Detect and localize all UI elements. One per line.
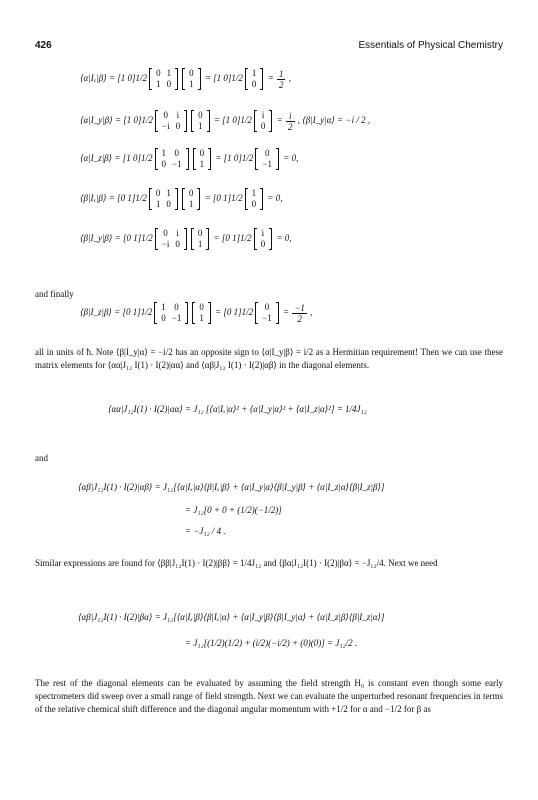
equals-sign: = xyxy=(274,115,285,126)
denominator: 2 xyxy=(288,121,293,132)
matrix-entry: 0 xyxy=(197,228,203,238)
matrix-entry: 0 xyxy=(166,79,172,89)
result-vector xyxy=(255,148,279,170)
equation-middle: = [1 0]1/2 xyxy=(202,73,243,84)
paragraph-hermitian: all in units of ħ. Note ⟨β|I_y|α⟩ = −i/2 has an opposite sign to ⟨α|I_y|β⟩ = i/2 as a Hermitian requirement! Then we can use these matrix elements for ⟨αα|J₁₂ I(1) · I(2)|αα⟩ and ⟨αβ|J₁₂ I(1) · I(2)|αβ⟩ in the diagonal elements. xyxy=(35,347,503,370)
equation-lhs: ⟨α|Iₓ|β⟩ = [1 0]1/2 xyxy=(80,73,148,84)
equation-ab-line1: ⟨αβ|J₁₂I(1) · I(2)|αβ⟩ = J₁₂[⟨α|Iₓ|α⟩⟨β|Iₓ|β⟩ + ⟨α|I_y|α⟩⟨β|I_y|β⟩ + ⟨α|I_z|α⟩⟨β|I_z|β⟩] xyxy=(78,482,385,492)
matrix-entry: 0 xyxy=(260,121,266,131)
matrix-equation-row xyxy=(80,302,312,324)
matrix-entry: 1 xyxy=(188,199,194,209)
matrix-entry: 0 xyxy=(260,239,266,249)
matrix-entry: 0 xyxy=(156,68,161,78)
matrix-entry: 0 xyxy=(251,199,257,209)
operator-matrix xyxy=(149,188,178,210)
ket-vector xyxy=(182,68,201,90)
matrix-entry: i xyxy=(261,110,265,120)
page-number: 426 xyxy=(35,40,52,51)
matrix-equation-row xyxy=(80,110,370,132)
equation-ba-line2: = J₁₂[(1/2)(1/2) + (i/2)(−i/2) + (0)(0)] = J₁₂/2 . xyxy=(185,638,358,648)
equation-tail: = 0, xyxy=(274,233,292,244)
numerator: 1 xyxy=(278,68,284,79)
paragraph-similar: Similar expressions are found for ⟨ββ|J₁₂I(1) · I(2)|ββ⟩ = 1/4J₁₂ and ⟨βα|J₁₂I(1) · I(2)|βα⟩ = −J₁₂/4. Next we need xyxy=(35,558,438,568)
matrix-entry: 1 xyxy=(199,313,204,323)
matrix-entry: 1 xyxy=(156,79,161,89)
matrix-entry: 1 xyxy=(166,68,172,78)
and-text: and xyxy=(35,453,48,463)
running-title: Essentials of Physical Chemistry xyxy=(358,40,503,51)
equation-tail: , xyxy=(307,307,313,318)
matrix-entry: 1 xyxy=(251,68,257,78)
matrix-entry: −1 xyxy=(262,313,272,323)
matrix-entry: 0 xyxy=(175,239,180,249)
ket-vector xyxy=(191,110,210,132)
result-vector xyxy=(254,228,273,250)
fraction xyxy=(277,69,286,90)
numerator: i xyxy=(286,111,295,122)
matrix-equation-row xyxy=(80,148,298,170)
equation-ba-line1: ⟨αβ|J₁₂I(1) · I(2)|βα⟩ = J₁₂[⟨α|Iₓ|β⟩⟨β|Iₓ|α⟩ + ⟨α|I_y|β⟩⟨β|I_y|α⟩ + ⟨α|I_z|β⟩⟨β|I_z|α⟩] xyxy=(78,612,385,622)
equation-ab-line3: = −J₁₂ / 4 . xyxy=(185,526,226,536)
matrix-entry: i xyxy=(261,228,265,238)
matrix-equation-row xyxy=(80,228,292,250)
equation-middle: = [1 0]1/2 xyxy=(211,115,252,126)
matrix-entry: 0 xyxy=(198,110,203,120)
matrix-entry: −1 xyxy=(262,159,273,169)
result-vector xyxy=(245,68,264,90)
matrix-entry: 1 xyxy=(189,79,194,89)
equation-tail: = 0, xyxy=(265,193,283,204)
matrix-entry: 0 xyxy=(175,121,181,131)
ket-vector xyxy=(193,148,212,170)
matrix-entry: 1 xyxy=(155,199,161,209)
matrix-entry: 0 xyxy=(199,302,204,312)
matrix-entry: 1 xyxy=(166,188,171,198)
equation-lhs: ⟨α|I_y|β⟩ = [1 0]1/2 xyxy=(80,115,153,126)
operator-matrix xyxy=(155,148,189,170)
result-vector xyxy=(254,110,273,132)
matrix-entry: 0 xyxy=(264,302,270,312)
matrix-entry: i xyxy=(176,228,179,238)
equation-tail: = 0, xyxy=(281,153,299,164)
matrix-entry: 1 xyxy=(161,302,166,312)
matrix-entry: i xyxy=(176,110,180,120)
and-finally-text: and finally xyxy=(35,289,74,299)
equation-middle: = [1 0]1/2 xyxy=(213,153,254,164)
matrix-entry: 0 xyxy=(174,302,179,312)
equation-alpha-alpha: ⟨αα|J₁₂I(1) · I(2)|αα⟩ = J₁₂ [⟨α|Iₓ|α⟩² + ⟨α|I_y|α⟩² + ⟨α|I_z|α⟩²] = 1/4J₁₂ xyxy=(108,404,367,414)
equation-ab-line2: = J₁₂[0 + 0 + (1/2)(−1/2)] xyxy=(185,505,282,515)
matrix-entry: 1 xyxy=(161,148,167,158)
matrix-entry: 1 xyxy=(197,239,203,249)
matrix-entry: 0 xyxy=(264,148,270,158)
equation-middle: = [0 1]1/2 xyxy=(212,307,254,318)
matrix-entry: 0 xyxy=(189,68,194,78)
operator-matrix xyxy=(155,228,187,250)
matrix-entry: −i xyxy=(162,121,170,131)
matrix-entry: 0 xyxy=(166,199,171,209)
denominator: 2 xyxy=(278,79,284,90)
matrix-entry: 0 xyxy=(163,228,168,238)
matrix-entry: 0 xyxy=(199,148,205,158)
equation-lhs: ⟨β|Iₓ|β⟩ = [0 1]1/2 xyxy=(80,193,147,204)
matrix-entry: −i xyxy=(161,239,170,249)
fraction xyxy=(292,303,307,324)
equation-tail: , ⟨β|I_y|α⟩ = −i / 2 , xyxy=(295,115,371,126)
paragraph-diagonal: The rest of the diagonal elements can be evaluated by assuming the field strength H₀ is constant even though some early spectrometers did sweep over a small range of field strength. Next we can evaluate the unperturbed resonant frequencies in terms of the relative chemical shift difference and the diagonal angular momentum with +1/2 for α and −1/2 for β as xyxy=(35,678,503,714)
matrix-entry: 0 xyxy=(188,188,194,198)
ket-vector xyxy=(192,302,211,324)
equals-sign: = xyxy=(280,307,292,318)
equation-tail: , xyxy=(286,73,291,84)
result-vector xyxy=(255,302,279,324)
matrix-entry: 0 xyxy=(155,188,161,198)
fraction xyxy=(286,111,295,132)
result-vector xyxy=(245,188,264,210)
equation-lhs: ⟨α|I_z|β⟩ = [1 0]1/2 xyxy=(80,153,153,164)
ket-vector xyxy=(191,228,210,250)
equation-middle: = [0 1]1/2 xyxy=(202,193,243,204)
operator-matrix xyxy=(149,68,178,90)
matrix-entry: 0 xyxy=(251,79,257,89)
matrix-entry: 0 xyxy=(161,313,166,323)
matrix-entry: 0 xyxy=(161,159,167,169)
matrix-entry: 0 xyxy=(174,148,180,158)
numerator: −1 xyxy=(294,302,305,313)
matrix-entry: 0 xyxy=(163,110,169,120)
equals-sign: = xyxy=(265,73,276,84)
matrix-entry: 1 xyxy=(199,159,205,169)
operator-matrix xyxy=(154,302,188,324)
matrix-equation-row xyxy=(80,188,283,210)
operator-matrix xyxy=(155,110,187,132)
ket-vector xyxy=(182,188,201,210)
equation-lhs: ⟨β|I_z|β⟩ = [0 1]1/2 xyxy=(80,307,153,318)
denominator: 2 xyxy=(297,313,302,324)
matrix-equation-row xyxy=(80,68,291,90)
matrix-entry: 1 xyxy=(198,121,203,131)
equation-middle: = [0 1]1/2 xyxy=(211,233,252,244)
matrix-entry: −1 xyxy=(171,313,182,323)
matrix-entry: −1 xyxy=(172,159,182,169)
equation-lhs: ⟨β|I_y|β⟩ = [0 1]1/2 xyxy=(80,233,153,244)
matrix-entry: 1 xyxy=(251,188,257,198)
